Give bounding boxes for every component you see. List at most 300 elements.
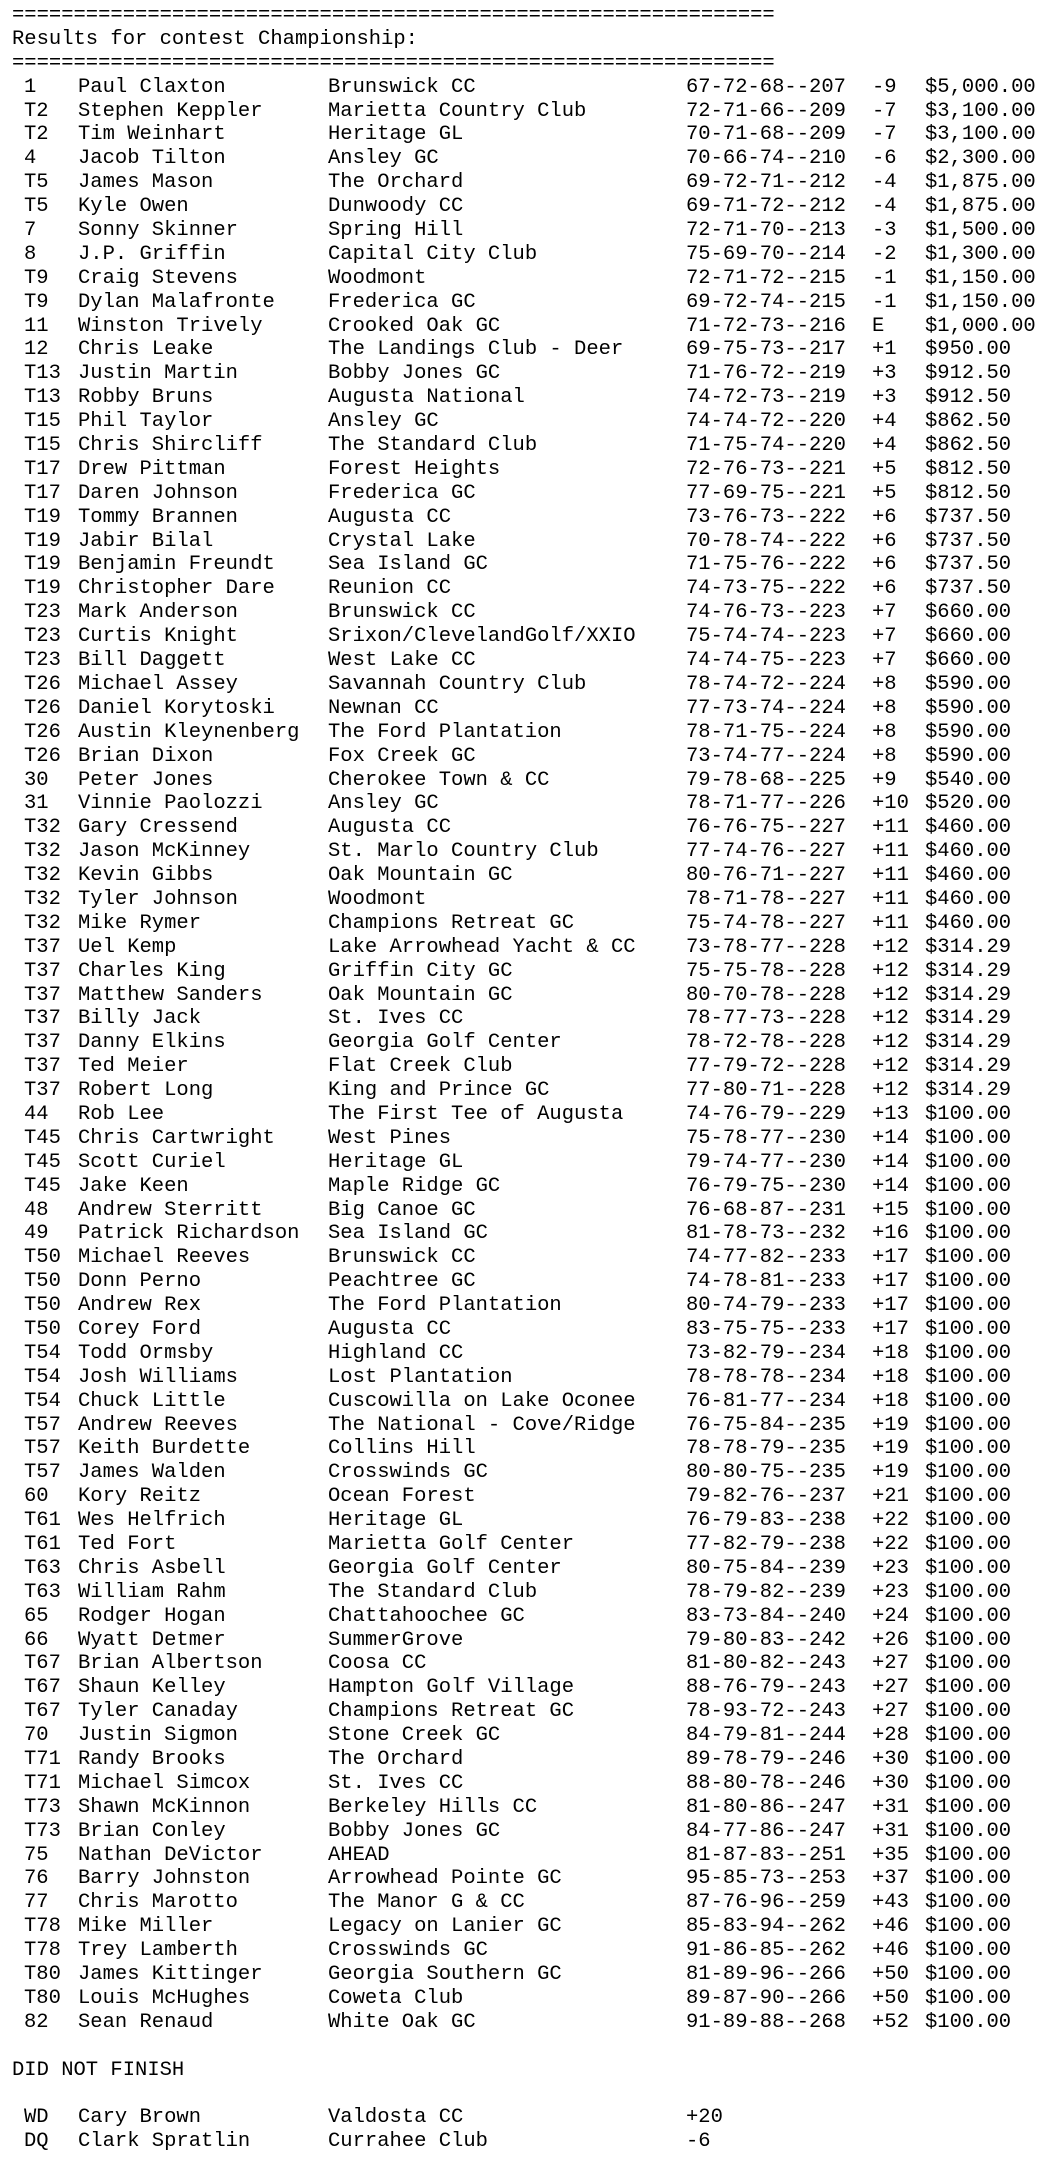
prize-money-cell: $737.50 (925, 505, 1012, 529)
prize-money-cell: $862.50 (925, 434, 1012, 458)
player-name-cell: Keith Burdette (78, 1437, 251, 1461)
club-cell: Spring Hill (328, 219, 464, 243)
score-cell: 79-74-77--230 (686, 1150, 846, 1174)
prize-money-cell: $100.00 (925, 1724, 1012, 1748)
to-par-cell: +27 (872, 1652, 909, 1676)
player-name-cell: Craig Stevens (78, 266, 238, 290)
prize-money-cell: $100.00 (925, 1795, 1012, 1819)
position-cell: 31 (24, 792, 49, 816)
table-row (12, 625, 1051, 649)
to-par-cell: -1 (872, 290, 897, 314)
club-cell: Oak Mountain GC (328, 983, 513, 1007)
score-cell: 88-76-79--243 (686, 1676, 846, 1700)
player-name-cell: Sonny Skinner (78, 219, 238, 243)
player-name-cell: Kory Reitz (78, 1485, 202, 1509)
position-cell: 12 (24, 338, 49, 362)
to-par-cell: +12 (872, 1055, 909, 1079)
club-cell: Savannah Country Club (328, 672, 587, 696)
prize-money-cell: $590.00 (925, 744, 1012, 768)
player-name-cell: Robert Long (78, 1079, 214, 1103)
table-row (12, 362, 1051, 386)
prize-money-cell: $950.00 (925, 338, 1012, 362)
club-cell: Dunwoody CC (328, 195, 464, 219)
prize-money-cell: $737.50 (925, 553, 1012, 577)
score-cell: 78-78-79--235 (686, 1437, 846, 1461)
table-row (12, 1390, 1051, 1414)
to-par-cell: +6 (872, 529, 897, 553)
club-cell: Woodmont (328, 887, 427, 911)
score-cell: 78-79-82--239 (686, 1580, 846, 1604)
table-row (12, 195, 1051, 219)
score-cell: 87-76-96--259 (686, 1891, 846, 1915)
to-par-cell: +8 (872, 720, 897, 744)
to-par-cell: +12 (872, 983, 909, 1007)
club-cell: Augusta CC (328, 505, 452, 529)
position-cell: T50 (24, 1246, 61, 1270)
prize-money-cell: $100.00 (925, 1986, 1012, 2010)
score-cell: 75-74-74--223 (686, 625, 846, 649)
club-cell: Crystal Lake (328, 529, 476, 553)
club-cell: Coosa CC (328, 1652, 427, 1676)
table-row (12, 2011, 1051, 2035)
club-cell: Ansley GC (328, 410, 439, 434)
position-cell: 66 (24, 1628, 49, 1652)
prize-money-cell: $3,100.00 (925, 99, 1036, 123)
player-name-cell: Rodger Hogan (78, 1604, 226, 1628)
prize-money-cell: $460.00 (925, 840, 1012, 864)
score-cell: 80-75-84--239 (686, 1556, 846, 1580)
prize-money-cell: $812.50 (925, 457, 1012, 481)
table-row (12, 673, 1051, 697)
position-cell: T67 (24, 1700, 61, 1724)
position-cell: T9 (24, 290, 49, 314)
player-name-cell: Shawn McKinnon (78, 1795, 251, 1819)
club-cell: Augusta CC (328, 816, 452, 840)
to-par-cell: +17 (872, 1294, 909, 1318)
position-cell: T63 (24, 1556, 61, 1580)
table-row (12, 410, 1051, 434)
to-par-cell: +24 (872, 1604, 909, 1628)
table-row (12, 769, 1051, 793)
player-name-cell: Austin Kleynenberg (78, 720, 300, 744)
position-cell: T17 (24, 457, 61, 481)
score-cell: 73-74-77--224 (686, 744, 846, 768)
score-cell: 89-87-90--266 (686, 1986, 846, 2010)
player-name-cell: Danny Elkins (78, 1031, 226, 1055)
table-row (12, 1724, 1051, 1748)
score-cell: 72-71-72--215 (686, 266, 846, 290)
player-name-cell: Tyler Johnson (78, 887, 238, 911)
player-name-cell: Chris Marotto (78, 1891, 238, 1915)
prize-money-cell: $314.29 (925, 935, 1012, 959)
player-name-cell: Mike Miller (78, 1915, 214, 1939)
score-cell: 71-76-72--219 (686, 362, 846, 386)
position-cell: T2 (24, 123, 49, 147)
score-cell: 76-79-83--238 (686, 1509, 846, 1533)
prize-money-cell: $660.00 (925, 601, 1012, 625)
club-cell: Woodmont (328, 266, 427, 290)
club-cell: Lost Plantation (328, 1365, 513, 1389)
position-cell: T78 (24, 1915, 61, 1939)
club-cell: Stone Creek GC (328, 1724, 501, 1748)
to-par-cell: +13 (872, 1102, 909, 1126)
club-cell: Valdosta CC (328, 2106, 464, 2130)
to-par-cell: +35 (872, 1843, 909, 1867)
table-row (12, 1461, 1051, 1485)
club-cell: West Pines (328, 1126, 452, 1150)
score-cell: 77-80-71--228 (686, 1079, 846, 1103)
position-cell: 49 (24, 1222, 49, 1246)
score-cell: 74-76-73--223 (686, 601, 846, 625)
player-name-cell: Kevin Gibbs (78, 864, 214, 888)
club-cell: Berkeley Hills CC (328, 1795, 538, 1819)
club-cell: Bobby Jones GC (328, 1819, 501, 1843)
to-par-cell: -7 (872, 123, 897, 147)
score-cell: 91-89-88--268 (686, 2010, 846, 2034)
table-row (12, 1414, 1051, 1438)
position-cell: T37 (24, 1007, 61, 1031)
score-cell: 77-73-74--224 (686, 696, 846, 720)
club-cell: Champions Retreat GC (328, 911, 575, 935)
table-row (12, 1867, 1051, 1891)
club-cell: The Standard Club (328, 434, 538, 458)
table-row (12, 840, 1051, 864)
score-cell: 77-74-76--227 (686, 840, 846, 864)
to-par-cell: +10 (872, 792, 909, 816)
position-cell: 1 (24, 75, 37, 99)
status-cell: DQ (24, 2130, 49, 2154)
score-cell: 70-71-68--209 (686, 123, 846, 147)
to-par-cell: +12 (872, 959, 909, 983)
score-cell: 95-85-73--253 (686, 1867, 846, 1891)
score-cell: 72-71-66--209 (686, 99, 846, 123)
position-cell: T23 (24, 625, 61, 649)
player-name-cell: Michael Reeves (78, 1246, 251, 1270)
position-cell: T57 (24, 1413, 61, 1437)
position-cell: T37 (24, 935, 61, 959)
club-cell: White Oak GC (328, 2010, 476, 2034)
position-cell: T15 (24, 410, 61, 434)
position-cell: T32 (24, 887, 61, 911)
score-cell: 78-78-78--234 (686, 1365, 846, 1389)
score-cell: 75-74-78--227 (686, 911, 846, 935)
prize-money-cell: $812.50 (925, 481, 1012, 505)
player-name-cell: Brian Conley (78, 1819, 226, 1843)
position-cell: T32 (24, 816, 61, 840)
table-row (12, 315, 1051, 339)
player-name-cell: Ted Fort (78, 1533, 177, 1556)
to-par-cell: +11 (872, 864, 909, 888)
table-row (12, 1987, 1051, 2011)
position-cell: T45 (24, 1126, 61, 1150)
score-cell: 74-78-81--233 (686, 1270, 846, 1294)
score-cell: 74-76-79--229 (686, 1102, 846, 1126)
table-row (12, 338, 1051, 362)
table-row (12, 1557, 1051, 1581)
table-row (12, 291, 1051, 315)
prize-money-cell: $590.00 (925, 672, 1012, 696)
club-cell: Oak Mountain GC (328, 864, 513, 888)
status-cell: WD (24, 2106, 49, 2130)
club-cell: Forest Heights (328, 457, 501, 481)
table-row (12, 1318, 1051, 1342)
score-cell: 76-76-75--227 (686, 816, 846, 840)
to-par-cell: +7 (872, 649, 897, 673)
player-name-cell: Ted Meier (78, 1055, 189, 1079)
club-cell: Peachtree GC (328, 1270, 476, 1294)
club-cell: Srixon/ClevelandGolf/XXIO (328, 625, 636, 649)
player-name-cell: Justin Martin (78, 362, 238, 386)
club-cell: Currahee Club (328, 2130, 488, 2154)
player-name-cell: James Kittinger (78, 1963, 263, 1987)
player-name-cell: Clark Spratlin (78, 2130, 251, 2154)
club-cell: Brunswick CC (328, 601, 476, 625)
prize-money-cell: $100.00 (925, 1317, 1012, 1341)
club-cell: Ansley GC (328, 792, 439, 816)
prize-money-cell: $660.00 (925, 649, 1012, 673)
player-name-cell: Andrew Reeves (78, 1413, 238, 1437)
to-par-cell: +8 (872, 672, 897, 696)
prize-money-cell: $460.00 (925, 911, 1012, 935)
prize-money-cell: $100.00 (925, 1341, 1012, 1365)
club-cell: Brunswick CC (328, 75, 476, 99)
prize-money-cell: $100.00 (925, 1246, 1012, 1270)
player-name-cell: Randy Brooks (78, 1748, 226, 1772)
prize-money-cell: $100.00 (925, 1843, 1012, 1867)
score-cell: 69-71-72--212 (686, 195, 846, 219)
table-row (12, 1772, 1051, 1796)
dnf-row (12, 2106, 1051, 2130)
table-row (12, 1079, 1051, 1103)
club-cell: Capital City Club (328, 242, 538, 266)
prize-money-cell: $460.00 (925, 887, 1012, 911)
prize-money-cell: $100.00 (925, 1819, 1012, 1843)
score-cell: 73-76-73--222 (686, 505, 846, 529)
prize-money-cell: $100.00 (925, 1437, 1012, 1461)
prize-money-cell: $100.00 (925, 2010, 1012, 2034)
player-name-cell: Daniel Korytoski (78, 696, 275, 720)
to-par-cell: +16 (872, 1222, 909, 1246)
score-cell: 74-74-75--223 (686, 649, 846, 673)
player-name-cell: Rob Lee (78, 1102, 165, 1126)
prize-money-cell: $100.00 (925, 1963, 1012, 1987)
position-cell: 30 (24, 768, 49, 792)
club-cell: Maple Ridge GC (328, 1174, 501, 1198)
player-name-cell: Chris Cartwright (78, 1126, 275, 1150)
prize-money-cell: $912.50 (925, 362, 1012, 386)
prize-money-cell: $1,875.00 (925, 171, 1036, 195)
to-par-cell: +28 (872, 1724, 909, 1748)
club-cell: Augusta CC (328, 1317, 452, 1341)
to-par-cell: +23 (872, 1580, 909, 1604)
prize-money-cell: $100.00 (925, 1461, 1012, 1485)
position-cell: T19 (24, 529, 61, 553)
position-cell: T63 (24, 1580, 61, 1604)
player-name-cell: Corey Ford (78, 1317, 202, 1341)
to-par-cell: +4 (872, 410, 897, 434)
to-par-cell: +18 (872, 1341, 909, 1365)
score-cell: 69-72-74--215 (686, 290, 846, 314)
table-row (12, 601, 1051, 625)
club-cell: Ocean Forest (328, 1485, 476, 1509)
player-name-cell: Gary Cressend (78, 816, 238, 840)
club-cell: Frederica GC (328, 481, 476, 505)
player-name-cell: James Mason (78, 171, 214, 195)
player-name-cell: Chuck Little (78, 1389, 226, 1413)
club-cell: West Lake CC (328, 649, 476, 673)
table-row (12, 434, 1051, 458)
prize-money-cell: $100.00 (925, 1222, 1012, 1246)
to-par-cell: +9 (872, 768, 897, 792)
results-table (12, 76, 1051, 2035)
prize-money-cell: $100.00 (925, 1174, 1012, 1198)
club-cell: Crosswinds GC (328, 1939, 488, 1963)
prize-money-cell: $100.00 (925, 1150, 1012, 1174)
prize-money-cell: $912.50 (925, 386, 1012, 410)
prize-money-cell: $100.00 (925, 1533, 1012, 1556)
score-cell: 78-74-72--224 (686, 672, 846, 696)
player-name-cell: Daren Johnson (78, 481, 238, 505)
prize-money-cell: $100.00 (925, 1485, 1012, 1509)
position-cell: 44 (24, 1102, 49, 1126)
club-cell: Georgia Golf Center (328, 1556, 562, 1580)
club-cell: Heritage GL (328, 1509, 464, 1533)
to-par-cell: +30 (872, 1771, 909, 1795)
position-cell: 4 (24, 147, 37, 171)
score-cell: 69-72-71--212 (686, 171, 846, 195)
prize-money-cell: $100.00 (925, 1700, 1012, 1724)
to-par-cell: +31 (872, 1795, 909, 1819)
position-cell: T57 (24, 1461, 61, 1485)
club-cell: Cuscowilla on Lake Oconee (328, 1389, 636, 1413)
club-cell: Chattahoochee GC (328, 1604, 525, 1628)
table-row (12, 506, 1051, 530)
table-row (12, 147, 1051, 171)
prize-money-cell: $314.29 (925, 1079, 1012, 1103)
score-cell: 78-77-73--228 (686, 1007, 846, 1031)
score-cell: 81-80-86--247 (686, 1795, 846, 1819)
club-cell: Sea Island GC (328, 553, 488, 577)
table-row (12, 792, 1051, 816)
table-row (12, 219, 1051, 243)
to-par-cell: +14 (872, 1174, 909, 1198)
table-row (12, 960, 1051, 984)
player-name-cell: Bill Daggett (78, 649, 226, 673)
to-par-cell: +19 (872, 1437, 909, 1461)
to-par-cell: +26 (872, 1628, 909, 1652)
to-par-cell: +19 (872, 1461, 909, 1485)
club-cell: King and Prince GC (328, 1079, 550, 1103)
table-row (12, 1820, 1051, 1844)
player-name-cell: Christopher Dare (78, 577, 275, 601)
table-row (12, 649, 1051, 673)
header-rule-bottom: ============================================================== (12, 51, 775, 75)
to-par-cell: +7 (872, 625, 897, 649)
player-name-cell: Justin Sigmon (78, 1724, 238, 1748)
position-cell: T71 (24, 1748, 61, 1772)
score-cell: 79-80-83--242 (686, 1628, 846, 1652)
club-cell: Crooked Oak GC (328, 314, 501, 338)
table-row (12, 745, 1051, 769)
to-par-cell: +4 (872, 434, 897, 458)
to-par-cell: +15 (872, 1198, 909, 1222)
score-cell: 80-70-78--228 (686, 983, 846, 1007)
score-cell: 75-69-70--214 (686, 242, 846, 266)
table-row (12, 864, 1051, 888)
club-cell: Marietta Country Club (328, 99, 587, 123)
score-cell: 81-78-73--232 (686, 1222, 846, 1246)
prize-money-cell: $314.29 (925, 1007, 1012, 1031)
club-cell: St. Ives CC (328, 1771, 464, 1795)
player-name-cell: Charles King (78, 959, 226, 983)
position-cell: T26 (24, 744, 61, 768)
prize-money-cell: $100.00 (925, 1270, 1012, 1294)
prize-money-cell: $5,000.00 (925, 75, 1036, 99)
table-row (12, 721, 1051, 745)
table-row (12, 458, 1051, 482)
to-par-cell: +46 (872, 1915, 909, 1939)
player-name-cell: Trey Lamberth (78, 1939, 238, 1963)
player-name-cell: Jake Keen (78, 1174, 189, 1198)
table-row (12, 1509, 1051, 1533)
prize-money-cell: $540.00 (925, 768, 1012, 792)
player-name-cell: Andrew Sterritt (78, 1198, 263, 1222)
player-name-cell: Brian Dixon (78, 744, 214, 768)
position-cell: T54 (24, 1389, 61, 1413)
position-cell: T23 (24, 601, 61, 625)
score-cell: 83-75-75--233 (686, 1317, 846, 1341)
position-cell: 76 (24, 1867, 49, 1891)
score-cell: 73-82-79--234 (686, 1341, 846, 1365)
spacer (12, 2082, 1051, 2106)
prize-money-cell: $100.00 (925, 1389, 1012, 1413)
score-cell: 80-76-71--227 (686, 864, 846, 888)
to-par-cell: -4 (872, 171, 897, 195)
prize-money-cell: $100.00 (925, 1652, 1012, 1676)
position-cell: T26 (24, 720, 61, 744)
score-cell: 76-79-75--230 (686, 1174, 846, 1198)
table-row (12, 243, 1051, 267)
position-cell: 48 (24, 1198, 49, 1222)
header-rule-top: ============================================================== (12, 4, 775, 27)
player-name-cell: Chris Shircliff (78, 434, 263, 458)
table-row (12, 1629, 1051, 1653)
to-par-cell: +11 (872, 816, 909, 840)
to-par-cell: +18 (872, 1389, 909, 1413)
prize-money-cell: $314.29 (925, 1031, 1012, 1055)
table-row (12, 1748, 1051, 1772)
prize-money-cell: $590.00 (925, 720, 1012, 744)
score-cell: 77-82-79--238 (686, 1533, 846, 1556)
club-cell: Fox Creek GC (328, 744, 476, 768)
prize-money-cell: $862.50 (925, 410, 1012, 434)
to-par-cell: -1 (872, 266, 897, 290)
club-cell: Collins Hill (328, 1437, 476, 1461)
player-name-cell: Michael Assey (78, 672, 238, 696)
to-par-cell: +11 (872, 887, 909, 911)
score-cell: 74-72-73--219 (686, 386, 846, 410)
club-cell: The Orchard (328, 171, 464, 195)
score-cell: 71-75-74--220 (686, 434, 846, 458)
player-name-cell: Andrew Rex (78, 1294, 202, 1318)
score-cell: 71-72-73--216 (686, 314, 846, 338)
position-cell: T67 (24, 1676, 61, 1700)
score-cell: 74-77-82--233 (686, 1246, 846, 1270)
club-cell: Marietta Golf Center (328, 1533, 575, 1556)
position-cell: T80 (24, 1963, 61, 1987)
table-row (12, 1127, 1051, 1151)
prize-money-cell: $590.00 (925, 696, 1012, 720)
